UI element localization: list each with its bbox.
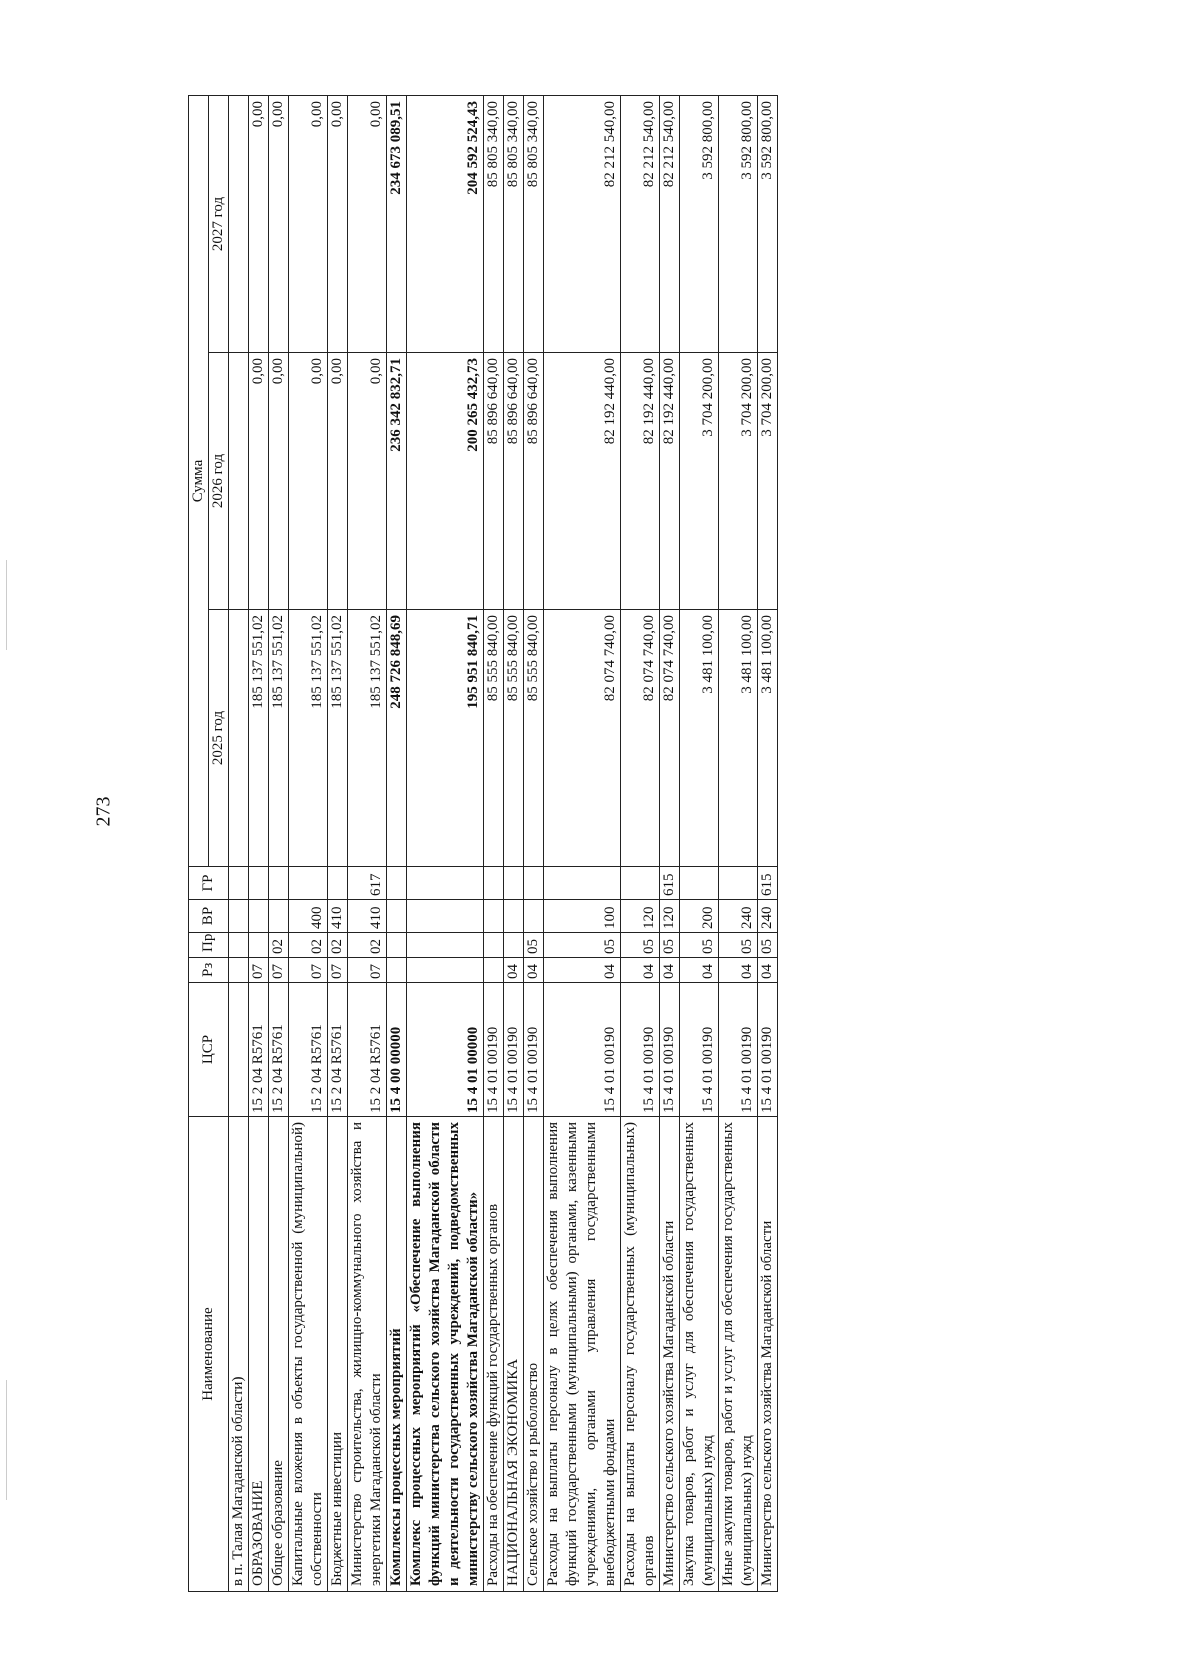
cell-2027: 3 592 800,00 <box>758 96 778 353</box>
cell-2027: 3 592 800,00 <box>719 96 758 353</box>
table-row <box>484 96 504 1592</box>
cell-vr: 100 <box>544 900 621 933</box>
table-row <box>269 96 289 1592</box>
header-year-2025: 2025 год <box>209 610 229 867</box>
cell-name: Министерство сельского хозяйства Магаданской области <box>660 1117 680 1592</box>
cell-gr: 617 <box>348 867 387 900</box>
table-row <box>387 96 407 1592</box>
cell-vr <box>229 900 249 933</box>
cell-rz: 04 <box>544 958 621 983</box>
cell-name: Комплекс процессных мероприятий «Обеспечение выполнения функций министерства сельского хозяйства Магаданской области и деятельности государственных учреждений, подведомственных министерству сельского хозяйства Магаданской области» <box>407 1117 484 1592</box>
cell-vr <box>387 900 407 933</box>
cell-2027: 204 592 524,43 <box>407 96 484 353</box>
cell-csr: 15 4 01 00190 <box>758 983 778 1117</box>
cell-vr <box>484 900 504 933</box>
cell-vr: 410 <box>348 900 387 933</box>
cell-2025: 85 555 840,00 <box>524 610 544 867</box>
cell-2025: 82 074 740,00 <box>660 610 680 867</box>
cell-pr <box>407 933 484 958</box>
table-row <box>229 96 249 1592</box>
cell-vr: 120 <box>660 900 680 933</box>
cell-rz <box>484 958 504 983</box>
table-row <box>544 96 621 1592</box>
cell-2025: 3 481 100,00 <box>680 610 719 867</box>
cell-2026: 0,00 <box>289 353 328 610</box>
cell-name: Закупка товаров, работ и услуг для обеспечения государственных (муниципальных) нужд <box>680 1117 719 1592</box>
cell-2025: 3 481 100,00 <box>758 610 778 867</box>
cell-gr <box>621 867 660 900</box>
page-number: 273 <box>92 796 115 827</box>
cell-name: в п. Талая Магаданской области) <box>229 1117 249 1592</box>
cell-pr: 05 <box>680 933 719 958</box>
cell-2025: 185 137 551,02 <box>328 610 348 867</box>
header-csr: ЦСР <box>189 983 229 1117</box>
cell-gr <box>249 867 269 900</box>
table-row <box>660 96 680 1592</box>
cell-gr: 615 <box>660 867 680 900</box>
cell-csr: 15 2 04 R5761 <box>328 983 348 1117</box>
cell-gr <box>328 867 348 900</box>
cell-csr: 15 4 01 00190 <box>660 983 680 1117</box>
cell-gr <box>387 867 407 900</box>
cell-2025: 185 137 551,02 <box>269 610 289 867</box>
cell-vr: 200 <box>680 900 719 933</box>
cell-csr: 15 4 01 00190 <box>484 983 504 1117</box>
cell-csr: 15 4 01 00190 <box>524 983 544 1117</box>
budget-table <box>188 95 778 1592</box>
header-year-2027: 2027 год <box>209 96 229 353</box>
cell-name: Общее образование <box>269 1117 289 1592</box>
cell-rz: 07 <box>348 958 387 983</box>
cell-rz: 04 <box>504 958 524 983</box>
cell-vr: 120 <box>621 900 660 933</box>
cell-gr <box>504 867 524 900</box>
table-body <box>229 96 778 1592</box>
cell-2026: 85 896 640,00 <box>484 353 504 610</box>
scan-edge-mark <box>6 560 7 650</box>
cell-csr: 15 4 00 00000 <box>387 983 407 1117</box>
cell-2027: 85 805 340,00 <box>524 96 544 353</box>
cell-2026 <box>229 353 249 610</box>
cell-name: Иные закупки товаров, работ и услуг для обеспечения государственных (муниципальных) нужд <box>719 1117 758 1592</box>
cell-rz: 07 <box>328 958 348 983</box>
cell-vr: 240 <box>758 900 778 933</box>
cell-rz: 04 <box>719 958 758 983</box>
cell-pr: 05 <box>719 933 758 958</box>
cell-pr <box>504 933 524 958</box>
cell-gr <box>524 867 544 900</box>
cell-2027: 3 592 800,00 <box>680 96 719 353</box>
cell-pr: 02 <box>289 933 328 958</box>
cell-vr <box>407 900 484 933</box>
cell-pr: 05 <box>544 933 621 958</box>
cell-2027: 0,00 <box>289 96 328 353</box>
cell-2026: 82 192 440,00 <box>660 353 680 610</box>
cell-name: Министерство строительства, жилищно-коммунального хозяйства и энергетики Магаданской области <box>348 1117 387 1592</box>
cell-2026: 0,00 <box>269 353 289 610</box>
budget-table-page <box>188 96 1118 1592</box>
cell-pr: 05 <box>758 933 778 958</box>
cell-pr <box>387 933 407 958</box>
table-row <box>328 96 348 1592</box>
cell-pr: 02 <box>328 933 348 958</box>
cell-name: Бюджетные инвестиции <box>328 1117 348 1592</box>
table-row <box>621 96 660 1592</box>
cell-2026: 3 704 200,00 <box>680 353 719 610</box>
cell-2027 <box>229 96 249 353</box>
cell-rz: 07 <box>249 958 269 983</box>
cell-2027: 234 673 089,51 <box>387 96 407 353</box>
cell-gr <box>407 867 484 900</box>
cell-2026: 85 896 640,00 <box>524 353 544 610</box>
cell-2026: 0,00 <box>328 353 348 610</box>
cell-2027: 0,00 <box>328 96 348 353</box>
cell-rz: 04 <box>621 958 660 983</box>
cell-2025 <box>229 610 249 867</box>
cell-2027: 85 805 340,00 <box>484 96 504 353</box>
cell-2027: 0,00 <box>348 96 387 353</box>
cell-vr: 410 <box>328 900 348 933</box>
cell-gr: 615 <box>758 867 778 900</box>
cell-vr <box>504 900 524 933</box>
cell-2025: 85 555 840,00 <box>504 610 524 867</box>
cell-pr <box>229 933 249 958</box>
cell-gr <box>719 867 758 900</box>
header-sum: Сумма <box>189 96 209 867</box>
cell-rz: 04 <box>524 958 544 983</box>
cell-2027: 82 212 540,00 <box>660 96 680 353</box>
cell-2027: 82 212 540,00 <box>544 96 621 353</box>
cell-rz: 04 <box>758 958 778 983</box>
cell-vr: 400 <box>289 900 328 933</box>
cell-gr <box>680 867 719 900</box>
table-row <box>407 96 484 1592</box>
table-row <box>524 96 544 1592</box>
table-row <box>249 96 269 1592</box>
table-row <box>504 96 524 1592</box>
table-row <box>289 96 328 1592</box>
cell-pr <box>484 933 504 958</box>
cell-vr: 240 <box>719 900 758 933</box>
cell-2025: 185 137 551,02 <box>289 610 328 867</box>
cell-2027: 0,00 <box>269 96 289 353</box>
cell-2026: 3 704 200,00 <box>758 353 778 610</box>
cell-2026: 0,00 <box>348 353 387 610</box>
cell-csr <box>229 983 249 1117</box>
cell-csr: 15 4 01 00190 <box>680 983 719 1117</box>
cell-csr: 15 4 01 00190 <box>621 983 660 1117</box>
table-row <box>680 96 719 1592</box>
cell-rz <box>229 958 249 983</box>
cell-rz: 04 <box>660 958 680 983</box>
cell-gr <box>484 867 504 900</box>
cell-gr <box>544 867 621 900</box>
cell-name: ОБРАЗОВАНИЕ <box>249 1117 269 1592</box>
cell-csr: 15 4 01 00190 <box>719 983 758 1117</box>
cell-2025: 82 074 740,00 <box>621 610 660 867</box>
cell-2027: 85 805 340,00 <box>504 96 524 353</box>
cell-pr: 02 <box>269 933 289 958</box>
cell-csr: 15 2 04 R5761 <box>289 983 328 1117</box>
cell-csr: 15 2 04 R5761 <box>249 983 269 1117</box>
cell-2025: 82 074 740,00 <box>544 610 621 867</box>
cell-name: Комплексы процессных мероприятий <box>387 1117 407 1592</box>
cell-2026: 82 192 440,00 <box>621 353 660 610</box>
cell-rz: 04 <box>680 958 719 983</box>
cell-2027: 0,00 <box>249 96 269 353</box>
cell-gr <box>229 867 249 900</box>
cell-vr <box>524 900 544 933</box>
cell-pr: 05 <box>524 933 544 958</box>
cell-gr <box>289 867 328 900</box>
cell-csr: 15 2 04 R5761 <box>269 983 289 1117</box>
cell-pr: 02 <box>348 933 387 958</box>
cell-rz: 07 <box>289 958 328 983</box>
table-row <box>758 96 778 1592</box>
cell-vr <box>269 900 289 933</box>
cell-2025: 185 137 551,02 <box>348 610 387 867</box>
cell-2026: 82 192 440,00 <box>544 353 621 610</box>
cell-2027: 82 212 540,00 <box>621 96 660 353</box>
header-vr: ВР <box>189 900 229 933</box>
table-header <box>189 96 229 1592</box>
cell-2025: 185 137 551,02 <box>249 610 269 867</box>
cell-csr: 15 4 01 00190 <box>504 983 524 1117</box>
table-row <box>348 96 387 1592</box>
cell-2025: 195 951 840,71 <box>407 610 484 867</box>
cell-rz <box>387 958 407 983</box>
cell-2025: 3 481 100,00 <box>719 610 758 867</box>
cell-2025: 85 555 840,00 <box>484 610 504 867</box>
header-name: Наименование <box>189 1117 229 1592</box>
cell-name: Министерство сельского хозяйства Магаданской области <box>758 1117 778 1592</box>
header-pr: Пр <box>189 933 229 958</box>
cell-2026: 0,00 <box>249 353 269 610</box>
header-rz: Рз <box>189 958 229 983</box>
cell-rz <box>407 958 484 983</box>
cell-csr: 15 4 01 00000 <box>407 983 484 1117</box>
cell-2026: 200 265 432,73 <box>407 353 484 610</box>
cell-2026: 3 704 200,00 <box>719 353 758 610</box>
cell-name: Расходы на выплаты персоналу в целях обеспечения выполнения функций государственными (муниципальными) органами, казенными учреждениями, органами управления государственными внебюджетными фондами <box>544 1117 621 1592</box>
cell-2026: 236 342 832,71 <box>387 353 407 610</box>
cell-gr <box>269 867 289 900</box>
cell-vr <box>249 900 269 933</box>
cell-name: Сельское хозяйство и рыболовство <box>524 1117 544 1592</box>
cell-rz: 07 <box>269 958 289 983</box>
scan-edge-mark <box>6 1380 7 1500</box>
cell-name: НАЦИОНАЛЬНАЯ ЭКОНОМИКА <box>504 1117 524 1592</box>
cell-name: Капитальные вложения в объекты государственной (муниципальной) собственности <box>289 1117 328 1592</box>
cell-csr: 15 2 04 R5761 <box>348 983 387 1117</box>
table-row <box>719 96 758 1592</box>
cell-pr: 05 <box>621 933 660 958</box>
cell-2026: 85 896 640,00 <box>504 353 524 610</box>
cell-name: Расходы на обеспечение функций государственных органов <box>484 1117 504 1592</box>
header-gr: ГР <box>189 867 229 900</box>
cell-name: Расходы на выплаты персоналу государственных (муниципальных) органов <box>621 1117 660 1592</box>
cell-pr: 05 <box>660 933 680 958</box>
header-year-2026: 2026 год <box>209 353 229 610</box>
cell-pr <box>249 933 269 958</box>
cell-2025: 248 726 848,69 <box>387 610 407 867</box>
cell-csr: 15 4 01 00190 <box>544 983 621 1117</box>
